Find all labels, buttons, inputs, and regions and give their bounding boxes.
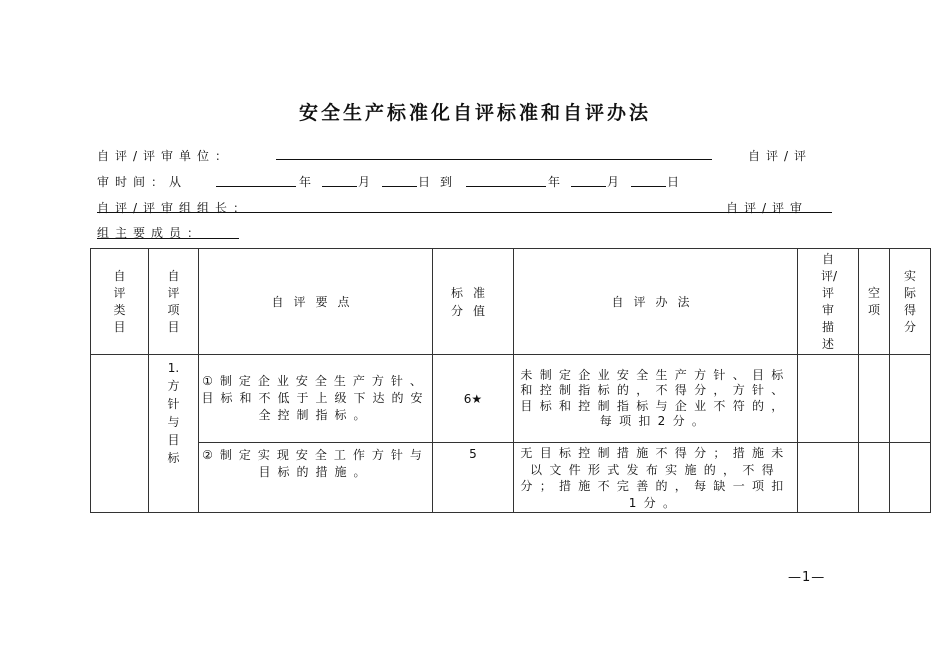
- header-item: 自评项目: [149, 249, 199, 355]
- evaluation-table: [90, 248, 931, 513]
- row-points-cell: ②制定实现安全工作方针与目标的措施。: [199, 443, 433, 513]
- day-label: 日: [418, 175, 431, 189]
- row-category-cell: [91, 355, 149, 513]
- page-number: —1—: [788, 570, 826, 585]
- row-score-cell: 6★: [433, 355, 514, 443]
- row-actual-cell: [890, 355, 931, 443]
- leader-label-right: 自评/评审: [726, 201, 809, 215]
- to-label: 到: [440, 175, 453, 189]
- document-title: 安全生产标准化自评标准和自评办法: [298, 102, 651, 124]
- month-label: 月: [358, 175, 371, 189]
- day-start-blank: [382, 186, 417, 187]
- row-actual-cell: [890, 443, 931, 513]
- unit-label: 自评/评审单位：: [97, 149, 234, 163]
- month-end-label: 月: [607, 175, 620, 189]
- header-method: 自评办法: [514, 249, 798, 355]
- table-header-row: [91, 249, 931, 355]
- time-label: 审时间：从: [97, 175, 188, 189]
- header-points: 自评要点: [199, 249, 433, 355]
- header-score: 标准分值: [433, 249, 514, 355]
- row-desc-cell: [798, 443, 859, 513]
- header-actual: 实际得分: [890, 249, 931, 355]
- year-start-blank: [216, 186, 296, 187]
- header-category: 自评类目: [91, 249, 149, 355]
- year-end-blank: [466, 186, 546, 187]
- table-row: [91, 355, 931, 443]
- row-method-cell: 无目标控制措施不得分；措施未以文件形式发布实施的，不得分；措施不完善的，每缺一项扣1分。: [514, 443, 798, 513]
- leader-label: 自评/评审组组长：: [97, 201, 252, 215]
- day-end-blank: [631, 186, 666, 187]
- row-method-cell: 未制定企业安全生产方针、目标和控制指标的，不得分，方针、目标和控制指标与企业不符的，每项扣2分。: [514, 355, 798, 443]
- row-desc-cell: [798, 355, 859, 443]
- year-end-label: 年: [548, 175, 561, 189]
- header-blank: 空项: [859, 249, 890, 355]
- members-underline: [97, 238, 239, 239]
- table-row: [91, 443, 931, 513]
- row-blank-cell: [859, 355, 890, 443]
- header-desc: 自评/评审描述: [798, 249, 859, 355]
- row-item-cell: 1.方针与目标: [149, 355, 199, 513]
- leader-underline: [97, 212, 832, 213]
- day-end-label: 日: [667, 175, 680, 189]
- members-label: 组主要成员：: [97, 226, 206, 240]
- unit-underline: [276, 159, 712, 160]
- row-points-cell: ①制定企业安全生产方针、目标和不低于上级下达的安全控制指标。: [199, 355, 433, 443]
- year-label: 年: [299, 175, 312, 189]
- time-label-right: 自评/评: [748, 149, 813, 163]
- month-end-blank: [571, 186, 606, 187]
- row-blank-cell: [859, 443, 890, 513]
- row-score-cell: 5: [433, 443, 514, 513]
- month-start-blank: [322, 186, 357, 187]
